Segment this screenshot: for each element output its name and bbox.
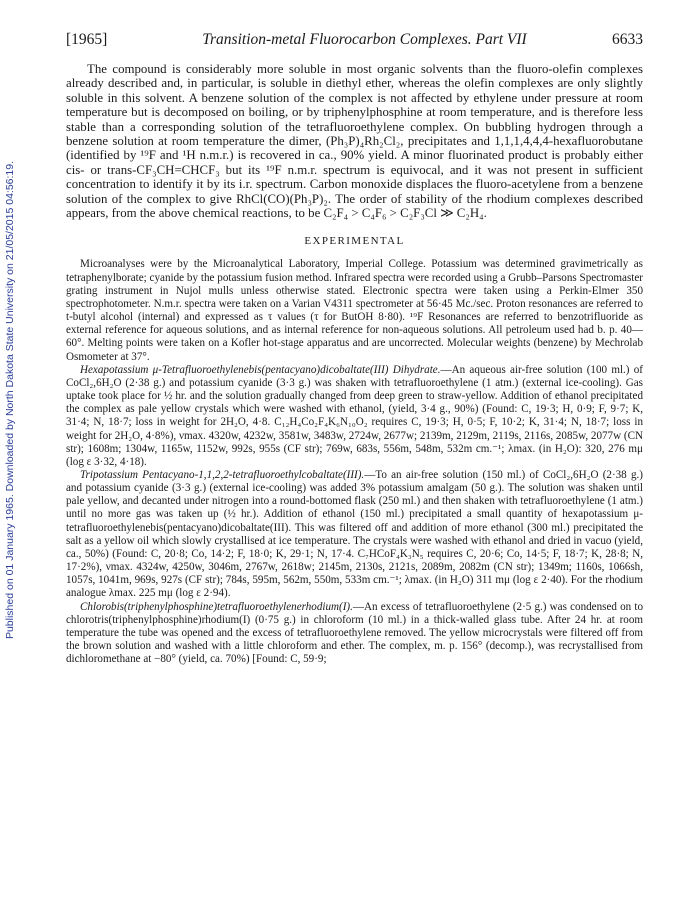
- download-watermark-text: Published on 01 January 1965. Downloaded by North Dakota State University on 21/05/2015 04:56:19.: [4, 160, 16, 640]
- download-watermark: [2, 120, 18, 680]
- paragraph-rhodium-text: —An excess of tetrafluoroethylene (2·5 g.) was condensed on to chlorotris(triphenylphosphine)rhodium(I) (0·75 g.) in chloroform (10 ml.) in a thick-walled glass tube. After 24 hr. at room temperature the tube was opened and the excess of tetrafluoroethylene removed. The yellow microcrystals were filtered off from the brown solution and washed with a little chloroform and ether. The complex, m. p. 156° (decomp.), was recrystallised from dichloromethane at −80° (yield, ca. 70%) [Found: C, 59·9;: [66, 600, 643, 666]
- page-number: 6633: [612, 31, 643, 48]
- compound-title-tripotassium: Tripotassium Pentacyano-1,1,2,2-tetrafluoroethylcobaltate(III).: [80, 468, 365, 481]
- running-header: [66, 31, 643, 53]
- article-body: [66, 62, 643, 666]
- paragraph-hexapotassium: [66, 364, 643, 469]
- paragraph-rhodium-complex: [66, 601, 643, 667]
- paragraph-tripotassium: [66, 469, 643, 601]
- paragraph-hexapotassium-text: —An aqueous air-free solution (100 ml.) of CoCl₂,6H₂O (2·38 g.) and potassium cyanide (3·3 g.) was shaken with tetrafluoroethylene (1 atm.) (external ice-cooling). Gas uptake took place for ½ hr. and the solution gradually changed from deep green to straw-yellow. Addition of ethanol precipitated the complex as pale yellow crystals which were washed with ethanol, (yield, 3·4 g., 90%) (Found: C, 19·3; H, 0·9; F, 9·7; K, 31·4; N, 18·7; loss in weight for 2H₂O, 4·8. C₁₂H₄Co₂F₄K₆N₁₀O₂ requires C, 19·3; H, 0·5; F, 10·2; K, 31·4; N, 18·7; loss in weight for 2H₂O, 4·8%), νmax. 4320w, 4232w, 3581w, 3483w, 2724w, 2677w; 2139m, 2129m, 2119s, 2116s, 2085w, 2077w (CN str); 1608m; 1304w, 1165w, 1152w, 992s, 955s (CF str); 769w, 683s, 556m, 548m, 532m cm.⁻¹; λmax. (in H₂O): 320, 276 mμ (log ε 3·32, 4·18).: [66, 363, 644, 468]
- paragraph-tripotassium-text: —To an air-free solution (150 ml.) of CoCl₂,6H₂O (2·38 g.) and potassium cyanide (3·3 g.) (external ice-cooling) was added 3% potassium amalgam (50 g.). The solution was shaken until pale yellow, and decanted under nitrogen into a round-bottomed flask (250 ml.) and then shaken with tetrafluoroethylene (1 atm.) until no more gas was taken up (½ hr.). Addition of ethanol (150 ml.) precipitated a small quantity of hexapotassium μ-tetrafluoroethylenebis(pentacyano)dicobaltate(III). This was filtered off and addition of more ethanol (300 ml.) precipitated the salt as a yellow oil which slowly crystallised at ice temperature. The crystals were washed with ethanol and dried in vacuo (yield, ca., 50%) (Found: C, 20·8; Co, 14·2; F, 18·0; K, 29·1; N, 17·4. C₇HCoF₄K₃N₅ requires C, 20·6; Co, 14·5; F, 18·7; K, 28·8; N, 17·2%), νmax. 4324w, 4250w, 3046m, 2767w, 2618w; 2145m, 2130s, 2121s, 2089m, 2082m (CN str); 1349m; 1160s, 1066sh, 1057s, 1041m, 969s, 927s (CF str); 784s, 595m, 562m, 550m, 533m cm.⁻¹; λmax. (in H₂O) 311 mμ (log ε 2·40). For the rhodium analogue λmax. 225 mμ (log ε 2·94).: [66, 468, 643, 600]
- section-title-experimental: EXPERIMENTAL: [304, 235, 405, 248]
- paragraph-stability: The compound is considerably more soluble in most organic solvents than the fluoro-olefin complexes already described and, in particular, is soluble in diethyl ether, whereas the olefin complexes are only slightly soluble in this solvent. A benzene solution of the complex is not affected by ethylene under pressure at room temperature but is decomposed on boiling, or by triphenylphosphine at room temperature, and is therefore less stable than a corresponding solution of the tetrafluoroethylene complex. On bubbling hydrogen through a benzene solution at room temperature the dimer, (Ph₃P)₄Rh₂Cl₂, precipitates and 1,1,1,4,4,4-hexafluorobutane (identified by ¹⁹F and ¹H n.m.r.) is recovered in ca., 90% yield. A minor fluorinated product is probably either cis- or trans-CF₃CH=CHCF₃ but its ¹⁹F n.m.r. spectrum is equivocal, and it was not present in sufficient concentration to identify it by its i.r. spectrum. Carbon monoxide displaces the fluoro-acetylene from a benzene solution of the complex to give RhCl(CO)(Ph₃P)₂. The order of stability of the rhodium complexes described appears, from the above chemical reactions, to be C₂F₄ > C₄F₆ > C₂F₃Cl ≫ C₂H₄.: [66, 62, 643, 221]
- header-year: [1965]: [66, 31, 108, 48]
- header-title: Transition-metal Fluorocarbon Complexes. Part VII: [202, 31, 527, 48]
- compound-title-hexapotassium: Hexapotassium μ-Tetrafluoroethylenebis(pentacyano)dicobaltate(III) Dihydrate.: [80, 363, 441, 376]
- paragraph-methods: Microanalyses were by the Microanalytical Laboratory, Imperial College. Potassium was determined gravimetrically as tetraphenylborate; cyanide by the potassium fusion method. Infrared spectra were recorded using a Grubb–Parsons Spectromaster grating instrument in Nujol mulls unless otherwise stated. Electronic spectra were taken using a Perkin-Elmer 350 spectrophotometer. N.m.r. spectra were taken on a Varian V4311 spectrometer at 56·45 Mc./sec. Proton resonances are referred to t-butyl alcohol (internal) and expressed as τ values (τ for ButOH 8·80). ¹⁹F Resonances are referred to benzotrifluoride as external reference for aqueous solutions, and as internal reference for non-aqueous solutions. All petroleum used had b. p. 40—60°. Melting points were taken on a Kofler hot-stage apparatus and are uncorrected. Molecular weights (benzene) by Mechrolab Osmometer at 37°.: [66, 258, 643, 363]
- compound-title-rhodium: Chlorobis(triphenylphosphine)tetrafluoroethylenerhodium(I).: [80, 600, 353, 613]
